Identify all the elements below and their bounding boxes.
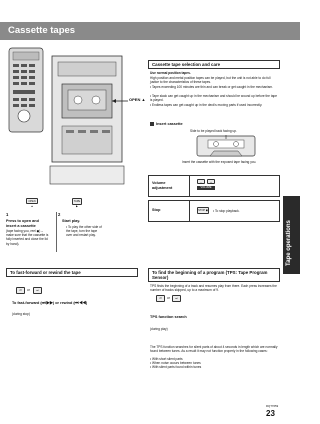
step-2-body: • To play the other side of the tape, turn the tape over and restart play. xyxy=(66,225,102,238)
step-2-heading: Start play. xyxy=(62,219,81,223)
stop-divider xyxy=(189,201,190,221)
cassette-icon xyxy=(196,135,256,157)
tps-bullet-2: • When noise occurs between tunes xyxy=(150,361,201,365)
tps-bullet-1: • With short silent parts xyxy=(150,357,183,361)
side-note: Side to be played back facing up. xyxy=(190,129,237,133)
fastforward-heading: To fast-forward or rewind the tape xyxy=(6,268,138,277)
device-illustration xyxy=(6,46,146,194)
volume-up-button[interactable]: + xyxy=(207,179,215,184)
selection-intro: High position and metal position tapes can be played, but the unit is not able to do full justice to the characteristics of these tapes. xyxy=(150,76,271,85)
insert-cassette-label xyxy=(150,122,183,127)
fastforward-button[interactable]: ⏭ xyxy=(33,287,42,294)
stop-button[interactable]: STOP ◼ xyxy=(198,209,208,212)
open-label: OPEN ▲ xyxy=(129,97,146,102)
step-1-button[interactable]: OPEN ▲ xyxy=(26,198,38,204)
tps-function-sub: (during play) xyxy=(150,327,168,331)
insert-cassette-text: Insert cassette xyxy=(156,122,183,126)
page-title: Cassette tapes xyxy=(8,25,76,36)
insert-caption: Insert the cassette with the exposed tape facing you. xyxy=(182,160,257,164)
tps-bullet-3: • With silent parts found within tunes xyxy=(150,365,202,369)
selection-bullet-1: • Tapes exceeding 100 minutes are thin and can break or get caught in the mechanism. xyxy=(150,85,273,89)
fastforward-label: To fast-forward (⏭/▶▶) or rewind (⏮/◀◀) xyxy=(12,301,88,305)
volume-label: Volume adjustment xyxy=(152,181,173,190)
stop-label: Stop xyxy=(152,208,161,212)
doc-code: RQT7659 xyxy=(266,404,279,408)
selection-bullet-2: • Tape slack can get caught up in the mechanism and should be wound up before the tape is played. xyxy=(150,94,278,103)
step-2-number: 2 xyxy=(58,212,61,217)
step-divider xyxy=(56,212,57,252)
cassette-drawing xyxy=(196,135,256,157)
step-1-heading: Press to open and insert a cassette xyxy=(6,219,39,228)
fastforward-sub: (during stop) xyxy=(12,312,30,316)
page-number: 23 xyxy=(266,409,275,418)
selection-heading: Cassette tape selection and care xyxy=(148,60,280,69)
volume-divider xyxy=(189,176,190,196)
selection-bullet-3: • Endless tapes can get caught up in the deck's moving parts if used incorrectly. xyxy=(150,103,263,107)
tps-forward-button[interactable]: ⏭ xyxy=(172,295,181,302)
tps-function-label: TPS function search xyxy=(150,315,187,319)
info-icon xyxy=(150,122,154,126)
tps-intro: TPS finds the beginning of a track and resumes play from there. Each press increases the number of tracks skipped, up to a maximum of 9. xyxy=(150,284,277,293)
step-1-body: (tape facing you, reel ◼) – make sure that the cassette is fully inserted and close the lid by hand). xyxy=(6,229,49,246)
rewind-button[interactable]: ⏮ xyxy=(16,287,25,294)
side-tab xyxy=(283,196,300,274)
fastforward-or: or xyxy=(27,288,30,292)
tps-or: or xyxy=(167,296,170,300)
page-title-bar xyxy=(0,22,300,40)
selection-subheading: Use normal position tapes. xyxy=(150,71,191,75)
remote-and-deck-drawing xyxy=(6,46,146,194)
side-tab-label: Tape operations xyxy=(286,220,292,266)
stop-row xyxy=(148,200,280,222)
step-2-button[interactable]: TAPE ▶ xyxy=(73,200,81,208)
volume-row xyxy=(148,175,280,197)
tps-detail: The TPS function searches for silent parts of about 4 seconds in length which are normally found between tunes. As a result it may not function properly in the following cases: xyxy=(150,345,278,354)
volume-sub: VOLUME xyxy=(197,186,215,190)
volume-down-button[interactable]: – xyxy=(197,179,205,184)
step-1-number: 1 xyxy=(6,212,9,217)
tps-heading: To find the beginning of a program (TPS: Tape Program Sensor) xyxy=(148,268,280,282)
tps-back-button[interactable]: ⏮ xyxy=(156,295,165,302)
stop-description: • To stop playback. xyxy=(213,209,240,213)
